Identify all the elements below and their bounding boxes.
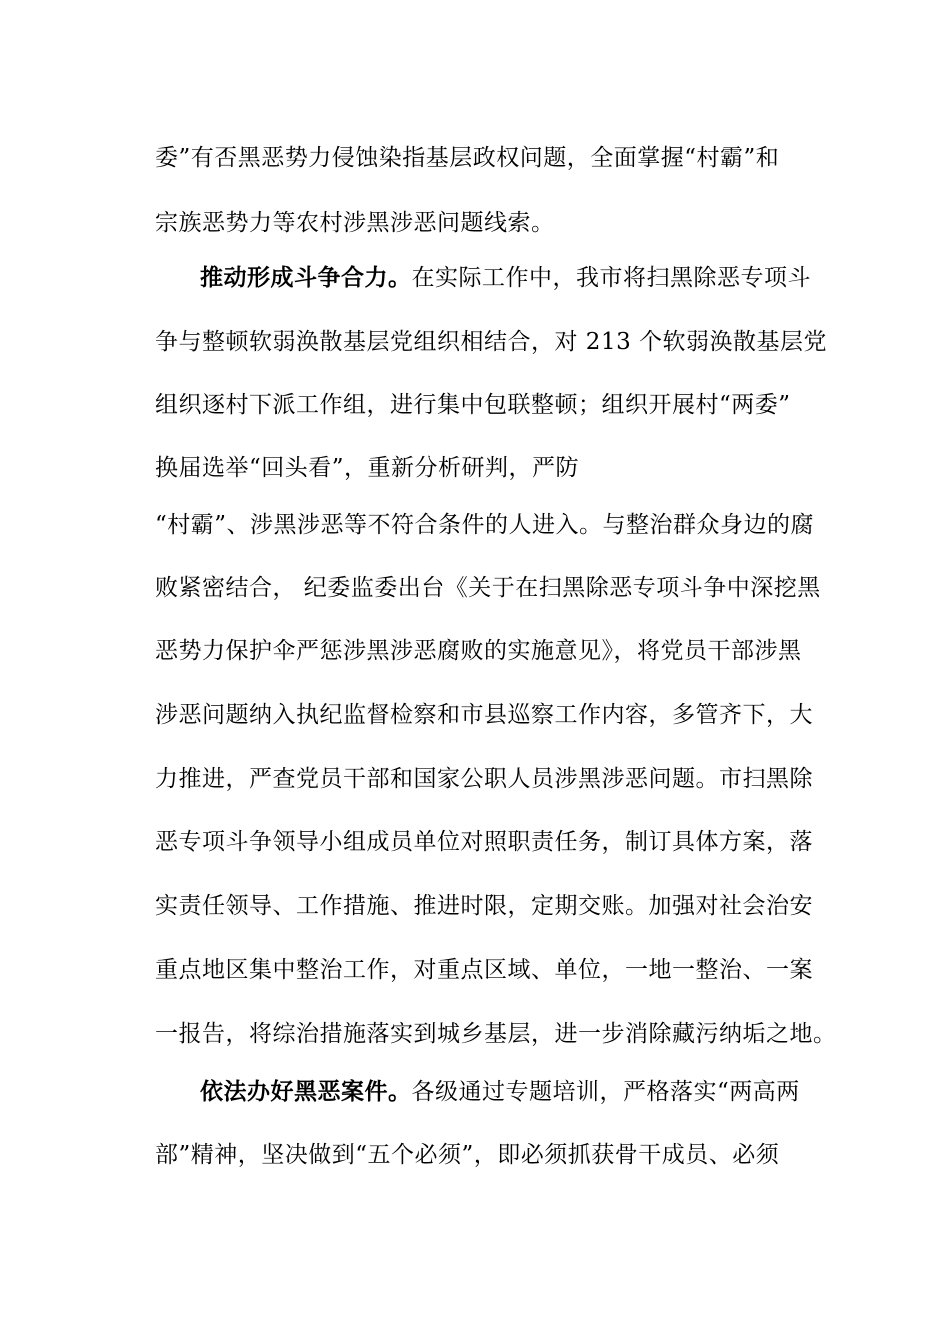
paragraph-text: 在实际工作中，我市将扫黑除恶专项斗	[411, 265, 811, 291]
text-line: 败紧密结合， 纪委监委出台《关于在扫黑除恶专项斗争中深挖黑	[155, 575, 821, 601]
paragraph-first-line	[200, 263, 840, 293]
text-line: 换届选举“回头看”，重新分析研判，严防	[155, 455, 580, 481]
text-line: 部”精神，坚决做到“五个必须”，即必须抓获骨干成员、必须	[155, 1142, 780, 1168]
text-line: 宗族恶势力等农村涉黑涉恶问题线索。	[155, 210, 555, 236]
text-line: 恶专项斗争领导小组成员单位对照职责任务，制订具体方案，落	[155, 829, 813, 855]
paragraph-heading: 依法办好黑恶案件。	[200, 1078, 412, 1105]
paragraph-first-line	[200, 1077, 840, 1107]
text-line: “村霸”、涉黑涉恶等不符合条件的人进入。与整治群众身边的腐	[155, 512, 815, 538]
text-line: 力推进，严查党员干部和国家公职人员涉黑涉恶问题。市扫黑除	[155, 766, 813, 792]
text-line: 组织逐村下派工作组，进行集中包联整顿；组织开展村“两委”	[155, 392, 791, 418]
text-line: 争与整顿软弱涣散基层党组织相结合，对 213 个软弱涣散基层党	[155, 329, 828, 355]
text-line: 重点地区集中整治工作，对重点区域、单位，一地一整治、一案	[155, 957, 813, 983]
text-line: 一报告，将综治措施落实到城乡基层，进一步消除藏污纳垢之地。	[155, 1021, 837, 1047]
text-line: 恶势力保护伞严惩涉黑涉恶腐败的实施意见》，将党员干部涉黑	[155, 638, 802, 664]
text-line: 实责任领导、工作措施、推进时限，定期交账。加强对社会治安	[155, 893, 813, 919]
text-line: 委”有否黑恶势力侵蚀染指基层政权问题，全面掌握“村霸”和	[155, 145, 780, 171]
text-line: 涉恶问题纳入执纪监督检察和市县巡察工作内容，多管齐下，大	[155, 702, 813, 728]
paragraph-text: 各级通过专题培训，严格落实“两高两	[411, 1079, 800, 1105]
paragraph-heading: 推动形成斗争合力。	[200, 264, 412, 291]
